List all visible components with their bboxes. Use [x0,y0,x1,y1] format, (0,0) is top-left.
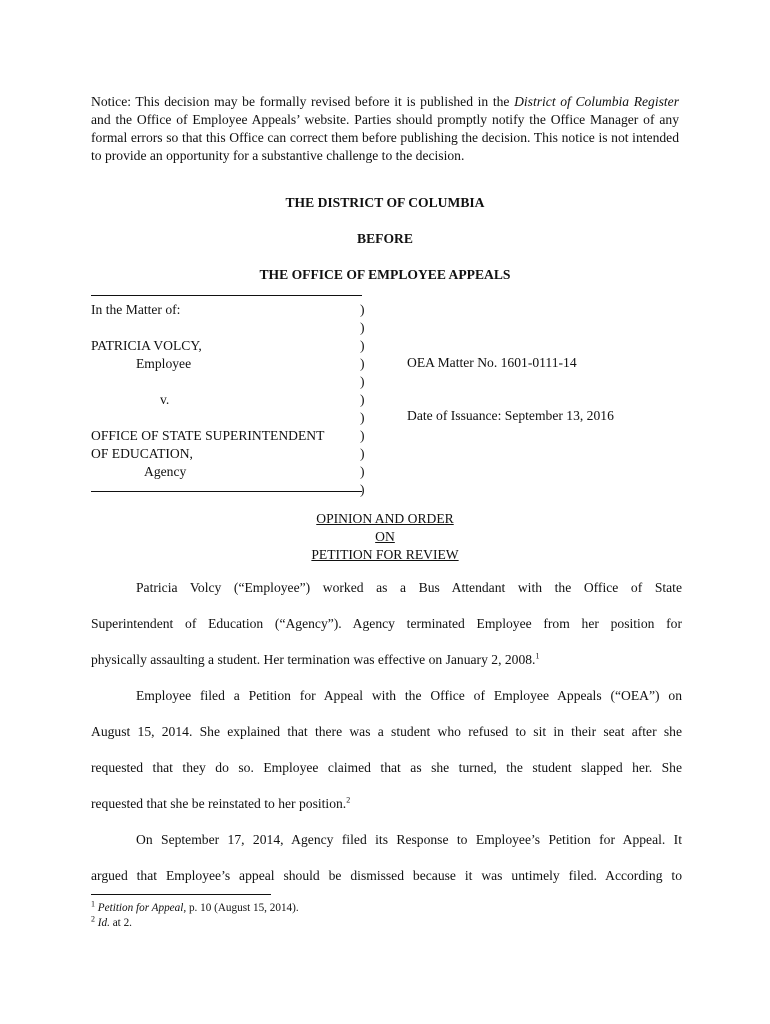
footnote-1-text: p. 10 (August 15, 2014). [186,902,299,914]
caption-paren: ) [360,374,365,389]
header-district: THE DISTRICT OF COLUMBIA [285,195,485,210]
caption-issuance-date: Date of Issuance: September 13, 2016 [407,408,614,423]
caption-top-rule [91,295,362,296]
header-office: THE OFFICE OF EMPLOYEE APPEALS [259,267,511,282]
caption-versus: v. [160,392,170,407]
footnote-1 [91,899,299,914]
caption-paren: ) [360,410,365,425]
footnote-2 [91,914,132,929]
body-p1-line3 [91,652,682,668]
caption-paren: ) [360,320,365,335]
footnote-2-text: at 2. [109,917,132,929]
footnote-2-italic: Id. [97,917,110,929]
caption-agency-name-2: OF EDUCATION, [91,446,193,461]
caption-paren: ) [360,446,365,461]
title-on: ON [375,529,395,544]
caption-bottom-rule [91,491,362,492]
body-p2-line3: requested that they do so. Employee claimed that as she turned, the student slapped her. She [91,760,682,775]
caption-employee-role: Employee [136,356,192,371]
caption-paren: ) [360,464,365,479]
body-p2-line4 [91,796,682,812]
caption-paren: ) [360,428,365,443]
caption-agency-name-1: OFFICE OF STATE SUPERINTENDENT [91,428,325,443]
caption-paren: ) [360,338,365,353]
body-p1-line2: Superintendent of Education (“Agency”). Agency terminated Employee from her position for [91,616,682,631]
caption-matter-number: OEA Matter No. 1601-0111-14 [407,355,577,370]
caption-employee-name: PATRICIA VOLCY, [91,338,202,353]
footnote-rule [91,894,271,895]
caption-paren: ) [360,392,365,407]
body-p3-line2: argued that Employee’s appeal should be dismissed because it was untimely filed. According to [91,868,682,883]
body-p1-line1: Patricia Volcy (“Employee”) worked as a Bus Attendant with the Office of State [136,580,682,595]
caption-agency-role: Agency [144,464,187,479]
body-p3-line1: On September 17, 2014, Agency filed its Response to Employee’s Petition for Appeal. It [136,832,682,847]
caption-in-matter: In the Matter of: [91,302,181,317]
notice-text-1: Notice: This decision may be formally revised before it is published in the [91,94,515,109]
body-p2-line2: August 15, 2014. She explained that there was a student who refused to sit in their seat after she [91,724,682,739]
body-p2-line4-text: requested that she be reinstated to her position. [91,796,347,811]
title-opinion-order: OPINION AND ORDER [316,511,454,526]
footnote-ref-1: 1 [535,651,540,661]
body-p1-line3-text: physically assaulting a student. Her termination was effective on January 2, 2008. [91,652,536,667]
footnote-1-number: 1 [91,899,95,909]
caption-paren: ) [360,482,365,497]
header-before: BEFORE [357,231,413,246]
caption-paren: ) [360,356,365,371]
caption-paren: ) [360,302,365,317]
footnote-1-italic: Petition for Appeal, [97,902,187,914]
caption-paren-column [360,301,365,499]
notice-paragraph [91,93,679,165]
body-p2-line1: Employee filed a Petition for Appeal with the Office of Employee Appeals (“OEA”) on [136,688,682,703]
title-petition-review: PETITION FOR REVIEW [311,547,459,562]
footnote-2-number: 2 [91,914,95,924]
notice-italic-register: District of Columbia Register [514,94,679,109]
footnote-ref-2: 2 [346,795,351,805]
notice-text-2: and the Office of Employee Appeals’ website. Parties should promptly notify the Office Manager of any formal errors so that this Office can correct them before publishing the decision. This notice is not intended to provide an opportunity for a substantive challenge to the decision. [91,112,679,163]
